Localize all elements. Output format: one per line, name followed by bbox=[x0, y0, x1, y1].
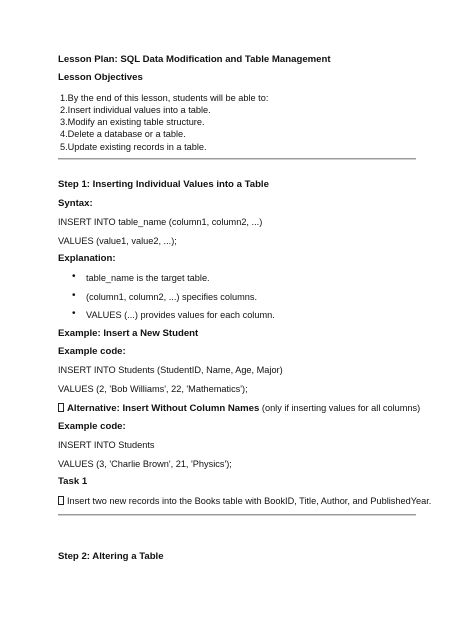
code-2-line-2: VALUES (3, 'Charlie Brown', 21, 'Physics'); bbox=[58, 459, 232, 469]
syntax-line-1: INSERT INTO table_name (column1, column2, ...) bbox=[58, 217, 263, 227]
example-heading: Example: Insert a New Student bbox=[58, 328, 199, 339]
objective-item-1: 1.By the end of this lesson, students will be able to: bbox=[60, 93, 269, 103]
example-code-label-2: Example code: bbox=[58, 421, 126, 432]
alternative-heading bbox=[58, 402, 420, 415]
section-divider bbox=[58, 514, 416, 516]
task-label: Task 1 bbox=[58, 476, 88, 487]
objectives-heading: Lesson Objectives bbox=[58, 72, 143, 83]
objective-item-5: 5.Update existing records in a table. bbox=[60, 142, 207, 152]
missing-glyph-icon bbox=[58, 403, 64, 412]
bullet-dot-icon: • bbox=[72, 290, 76, 301]
code-2-line-1: INSERT INTO Students bbox=[58, 440, 155, 450]
alternative-heading-note: (only if inserting values for all columns) bbox=[259, 403, 421, 413]
code-1-line-2: VALUES (2, 'Bob Williams', 22, 'Mathematics'); bbox=[58, 384, 248, 394]
explanation-bullet-2: (column1, column2, ...) specifies columns. bbox=[86, 292, 258, 302]
step1-heading: Step 1: Inserting Individual Values into a Table bbox=[58, 179, 269, 190]
section-divider bbox=[58, 158, 416, 160]
syntax-line-2: VALUES (value1, value2, ...); bbox=[58, 236, 177, 246]
code-1-line-1: INSERT INTO Students (StudentID, Name, Age, Major) bbox=[58, 365, 283, 375]
objective-item-2: 2.Insert individual values into a table. bbox=[60, 105, 211, 115]
alternative-heading-bold: Alternative: Insert Without Column Names bbox=[67, 403, 260, 414]
task-text bbox=[58, 495, 431, 507]
explanation-bullet-1: table_name is the target table. bbox=[86, 273, 210, 283]
bullet-dot-icon: • bbox=[72, 271, 76, 282]
objective-item-3: 3.Modify an existing table structure. bbox=[60, 117, 205, 127]
explanation-bullet-3: VALUES (...) provides values for each column. bbox=[86, 310, 275, 320]
explanation-label: Explanation: bbox=[58, 253, 116, 264]
missing-glyph-icon bbox=[58, 496, 64, 505]
task-text-content: Insert two new records into the Books table with BookID, Title, Author, and PublishedYear. bbox=[67, 496, 432, 506]
objective-item-4: 4.Delete a database or a table. bbox=[60, 129, 186, 139]
document-title: Lesson Plan: SQL Data Modification and Table Management bbox=[58, 54, 331, 65]
syntax-label: Syntax: bbox=[58, 198, 93, 209]
example-code-label: Example code: bbox=[58, 346, 126, 357]
step2-heading: Step 2: Altering a Table bbox=[58, 551, 164, 562]
bullet-dot-icon: • bbox=[72, 308, 76, 319]
